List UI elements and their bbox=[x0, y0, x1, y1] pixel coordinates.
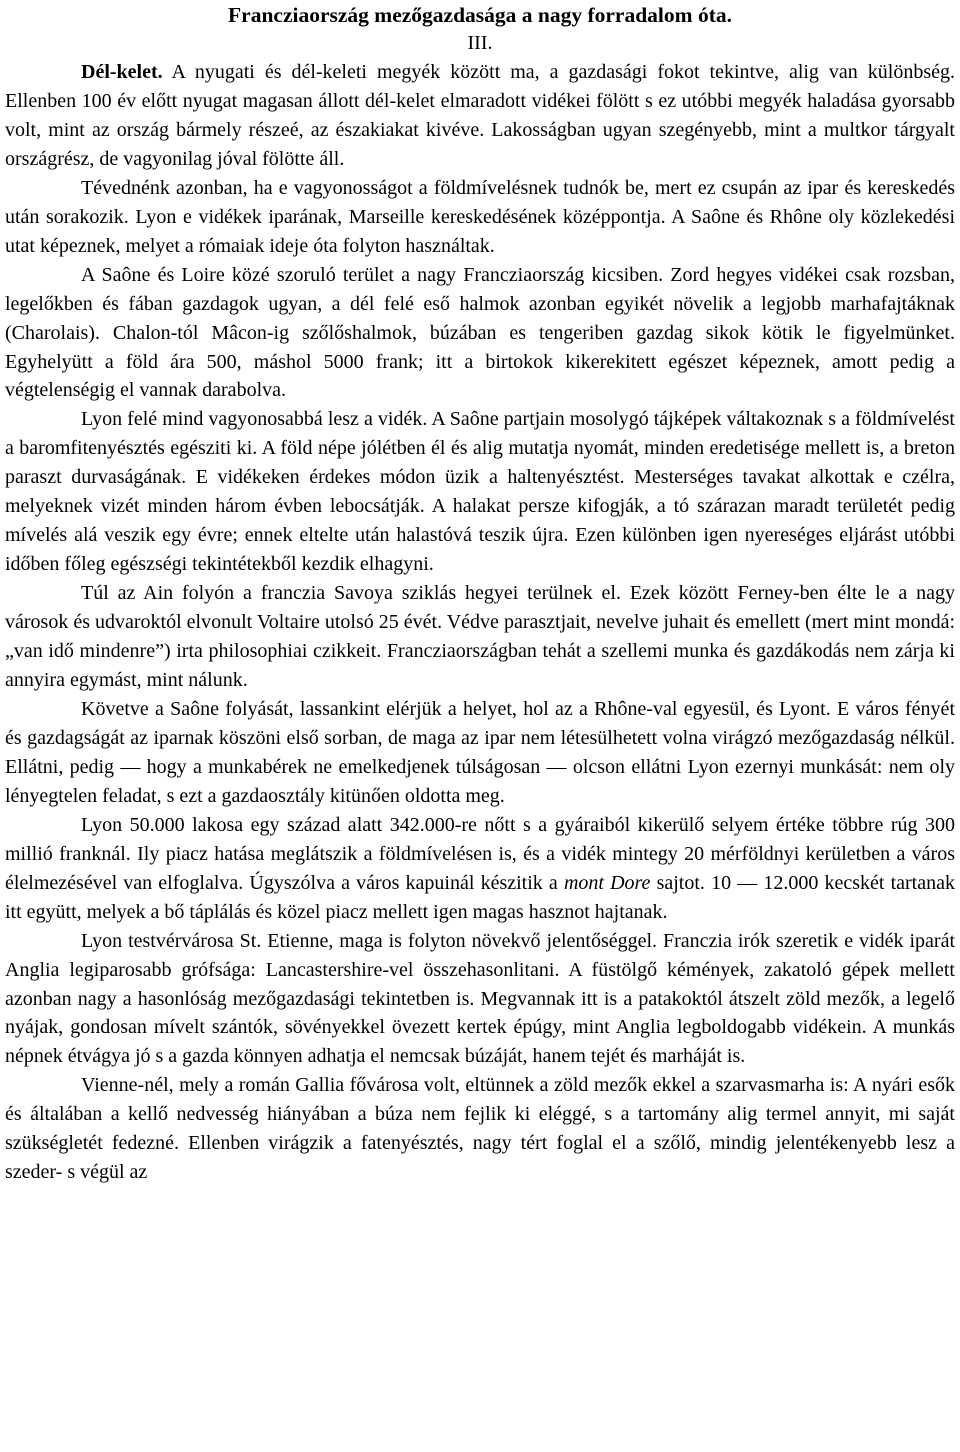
paragraph-7-text-end: sajtot. 10 — 12.000 kecskét tartanak itt együtt, melyek a bő táplálás és közel piacz mellett igen magas hasznot hajtanak. bbox=[5, 871, 955, 923]
paragraph-7-emphasis: mont Dore bbox=[563, 871, 651, 894]
paragraph-7 bbox=[5, 811, 955, 927]
paragraph-3: A Saône és Loire közé szoruló terület a nagy Francziaország kicsiben. Zord hegyes vidékei csak rozsban, legelőkben és fában gazdagok ugyan, a dél felé eső halmok azonban egyikét növelik a legjobb marhafajtáknak (Charolais). Chalon-tól Mâcon-ig szőlőshalmok, búzában es tengeriben gazdag sikok kötik le figyelmünket. Egyhelyütt a föld ára 500, máshol 5000 frank; itt a birtokok kikerekitett egészet képeznek, amott pedig a végtelenségig el vannak darabolva. bbox=[5, 263, 955, 402]
section-lead-heading: Dél-kelet. bbox=[81, 61, 163, 83]
article-title: Francziaország mezőgazdasága a nagy forradalom óta. bbox=[228, 3, 732, 27]
paragraph-5: Túl az Ain folyón a franczia Savoya sziklás hegyei terülnek el. Ezek között Ferney-ben élte le a nagy városok és udvaroktól elvonult Voltaire utolsó 25 évét. Védve parasztjait, nevelve juhait és emellett (mert mint mondá: „van idő mindenre”) irta philosophiai czikkeit. Francziaországban tehát a szellemi munka és gazdákodás nem zárja ki annyira egymást, mint nálunk. bbox=[5, 582, 955, 692]
paragraph-7-text-start: Lyon 50.000 lakosa egy század alatt 342.000-re nőtt s a gyáraiból kikerülő selyem értéke többre rúg 300 millió franknál. Ily piacz hatása meglátszik a földmívelésen is, és a vidék mintegy 20 mérföldnyi kerületben a város élelmezésével van elfoglalva. Úgyszólva a város kapuinál készitik a bbox=[5, 813, 955, 894]
paragraph-9: Vienne-nél, mely a román Gallia fővárosa volt, eltünnek a zöld mezők ekkel a szarvasmarha is: A nyári esők és általában a kellő nedvesség hiányában a búza nem fejlik ki eléggé, s a tartomány alig termel annyit, mi saját szükségletét fedezné. Ellenben virágzik a fatenyésztés, nagy tért foglal el a szőlő, mindig jelentékenyebb lesz a szeder- s végül az bbox=[5, 1074, 955, 1184]
paragraph-2: Tévednénk azonban, ha e vagyonosságot a földmívelésnek tudnók be, mert ez csupán az ipar és kereskedés után sorakozik. Lyon e vidékek iparának, Marseille kereskedésének középpontja. A Saône és Rhône oly közlekedési utat képeznek, melyet a rómaiak ideje óta folyton használtak. bbox=[5, 176, 955, 257]
paragraph-4: Lyon felé mind vagyonosabbá lesz a vidék. A Saône partjain mosolygó tájképek váltakoznak s a földmívelést a baromfitenyésztés egésziti ki. A föld népe jólétben él és alig mutatja nyomát, minden eredetisége mellett is, a breton paraszt durvaságának. E vidékeken érdekes módon üzik a haltenyésztést. Mesterséges tavakat alkottak e czélra, melyeknek vizét minden három évben lebocsátják. A halakat persze kifogják, a tó szárazan maradt területét pedig mívelés alá veszik egy évre; ennek eltelte után halastóvá teszik újra. Ezen különben igen nyereséges eljárást utóbbi időben főleg egészségi tekintétekből kezdik elhagyni. bbox=[5, 408, 955, 576]
paragraph-6: Követve a Saône folyását, lassankint elérjük a helyet, hol az a Rhône-val egyesül, és Lyont. E város fényét és gazdagságát az iparnak köszöni első sorban, de maga az ipar nem létesülhetett volna virágzó mezőgazdaság nélkül. Ellátni, pedig — hogy a munkabérek ne emelkedjenek túlságosan — olcson ellátni Lyon ezernyi munkását: nem oly lényegtelen feladat, s ezt a gazdaosztály kitünően oldotta meg. bbox=[5, 697, 955, 807]
document-page bbox=[5, 0, 955, 1187]
article-part-number: III. bbox=[467, 32, 493, 54]
paragraph-8: Lyon testvérvárosa St. Etienne, maga is folyton növekvő jelentőséggel. Franczia irók szeretik e vidék iparát Anglia legiparosabb grófsága: Lancastershire-vel összehasonlitani. A füstölgő kémények, zakatoló gépek mellett azonban nagy a hasonlóság mezőgazdasági tekintetben is. Megvannak itt is a patakoktól átszelt zöld mezők, a legelő nyájak, gondosan mívelt szántók, sövényekkel övezett kertek épúgy, mint Anglia legboldogabb vidékein. A munkás népnek étvágya jó s a gazda könnyen adhatja el nemcsak búzáját, hanem tejét és marháját is. bbox=[5, 929, 955, 1068]
paragraph-1-text: A nyugati és dél-keleti megyék között ma, a gazdasági fokot tekintve, alig van különbség. Ellenben 100 év előtt nyugat magasan állott dél-kelet elmaradott vidékei fölött s ez utóbbi megyék haladása gyorsabb volt, mint az ország bármely részeé, az északiakat kivéve. Lakosságban ugyan szegényebb, mint a multkor tárgyalt országrész, de vagyonilag jóval fölötte áll. bbox=[5, 61, 955, 170]
paragraph-1 bbox=[5, 58, 955, 174]
